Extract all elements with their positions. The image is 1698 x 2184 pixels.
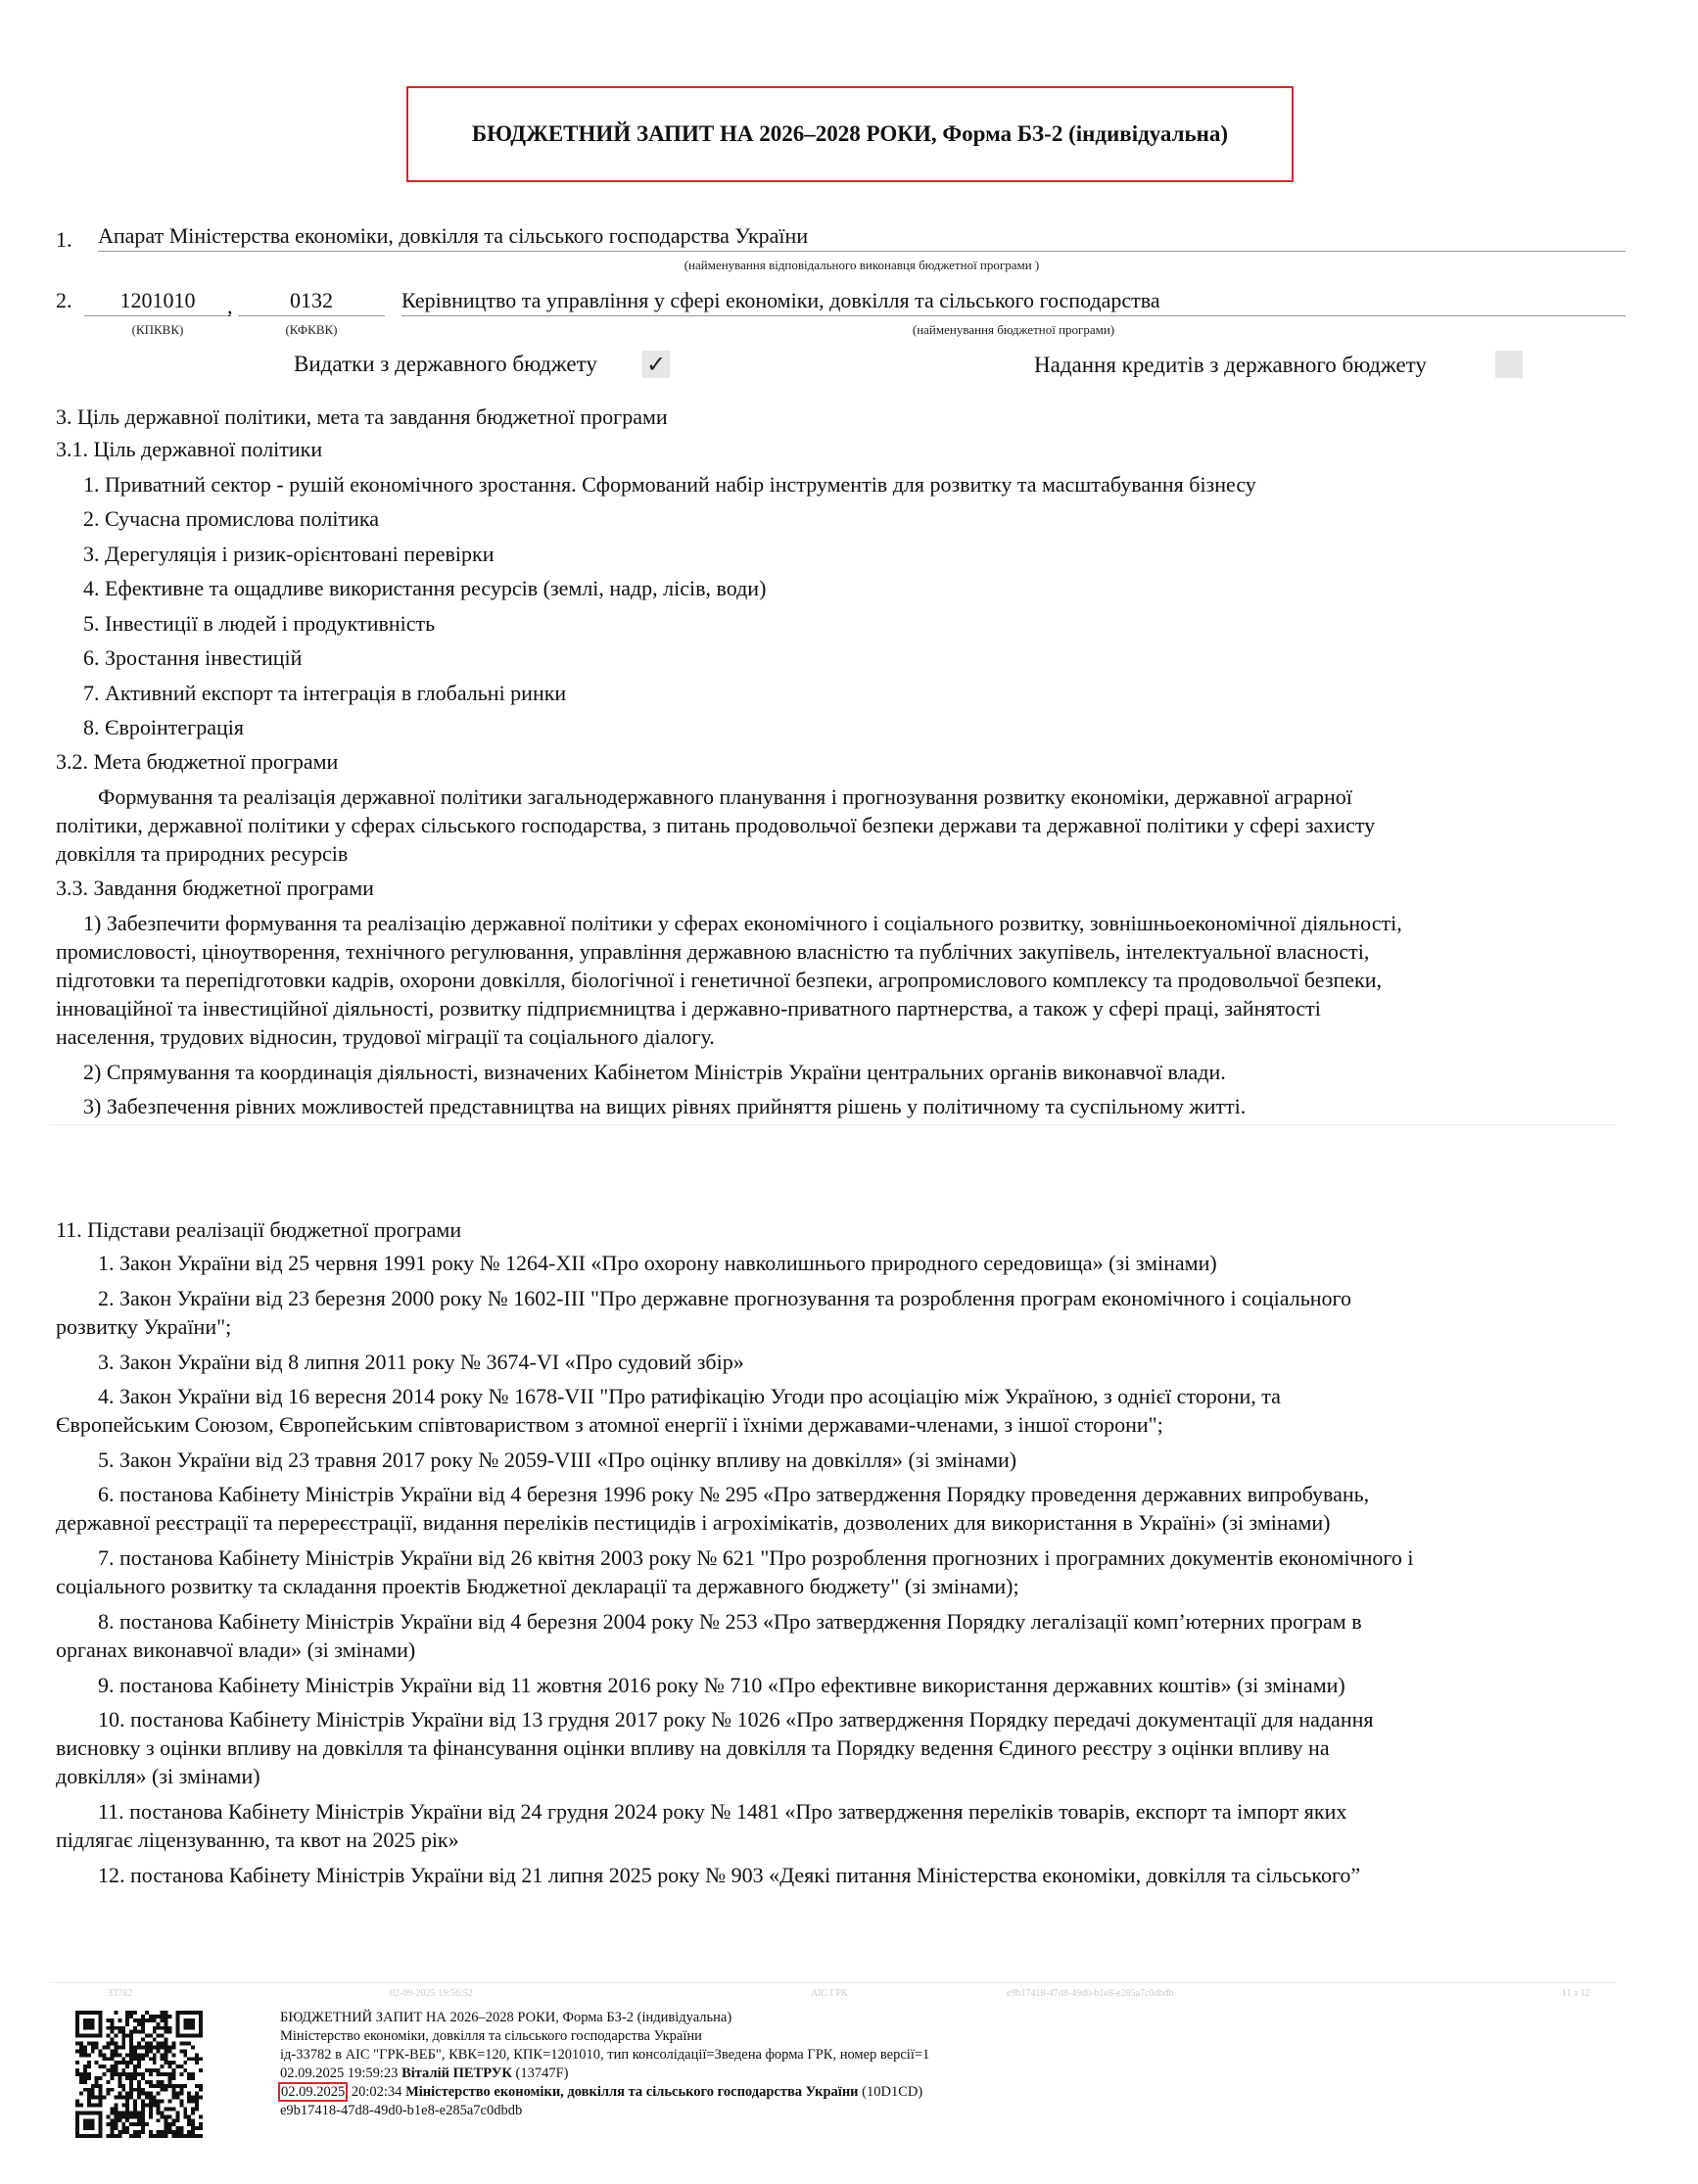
program-aim-heading: 3.2. Мета бюджетної програми xyxy=(56,749,339,774)
qr-code xyxy=(75,2011,203,2138)
state-budget-checkbox[interactable] xyxy=(642,351,670,378)
goal-item: 8. Євроінтеграція xyxy=(83,715,244,739)
legal-basis-line: 7. постанова Кабінету Міністрів України від 26 квітня 2003 року № 621 "Про розроблення прогнозних і програмних документів економічного і xyxy=(98,1545,1414,1570)
section-divider xyxy=(49,1124,1616,1125)
footer-doc-title: БЮДЖЕТНИЙ ЗАПИТ НА 2026–2028 РОКИ, Форма БЗ-2 (індивідуальна) xyxy=(280,2010,732,2025)
task-1-line: 1) Забезпечити формування та реалізацію державної політики у сферах економічного і соціального розвитку, зовнішньоекономічної діяльності, xyxy=(83,911,1402,935)
goal-item: 4. Ефективне та ощадливе використання ресурсів (землі, надр, лісів, води) xyxy=(83,576,767,600)
legal-basis-line: Європейським Союзом, Європейським співтовариством з атомної енергії і їхніми державами-членами, з іншої сторони"; xyxy=(56,1412,1163,1437)
legal-basis-line: соціального розвитку та складання проектів Бюджетної декларації та державного бюджету" (зі змінами); xyxy=(56,1574,1019,1598)
task-1-line: підготовки та перепідготовки кадрів, охорони довкілля, біологічної і генетичної безпеки, агропромислового комплексу та продовольчої безпеки, xyxy=(56,968,1383,992)
section-1-number: 1. xyxy=(56,227,72,252)
task-2: 2) Спрямування та координація діяльності, визначених Кабінетом Міністрів України центральних органів виконавчої влади. xyxy=(83,1060,1226,1084)
signature-2 xyxy=(278,2083,922,2102)
task-1-line: промисловості, ціноутворення, технічного регулювання, управління державною власністю та публічних закупівель, інтелектуальної власності, xyxy=(56,939,1370,964)
credits-label: Надання кредитів з державного бюджету xyxy=(1034,353,1427,377)
legal-basis-line: органах виконавчої влади» (зі змінами) xyxy=(56,1638,416,1662)
task-1-line: населення, трудових відносин, трудової міграції та соціального діалогу. xyxy=(56,1024,715,1049)
legal-basis-line: 8. постанова Кабінету Міністрів України від 4 березня 2004 року № 253 «Про затвердження Порядку легалізації комп’ютерних програм в xyxy=(98,1609,1362,1634)
goal-item: 2. Сучасна промислова політика xyxy=(83,506,379,531)
legal-basis-line: 10. постанова Кабінету Міністрів України від 13 грудня 2017 року № 1026 «Про затвердження Порядку передачі документації для надання xyxy=(98,1707,1374,1732)
legal-basis-line: 11. постанова Кабінету Міністрів України від 24 грудня 2024 року № 1481 «Про затвердження переліків товарів, експорт та імпорт яких xyxy=(98,1799,1347,1824)
legal-basis-line: підлягає ліцензуванню, та квот на 2025 рік» xyxy=(56,1828,459,1852)
state-budget-label: Видатки з державного бюджету xyxy=(294,352,597,376)
program-aim-line: Формування та реалізація державної політики загальнодержавного планування і прогнозування розвитку економіки, державної аграрної xyxy=(98,784,1352,809)
kfkvk-field: 0132 xyxy=(238,288,385,316)
legal-basis-line: розвитку України"; xyxy=(56,1314,232,1339)
policy-goal-heading: 3.1. Ціль державної політики xyxy=(56,437,323,461)
checkmark-icon: ✓ xyxy=(645,352,667,378)
signature-2-code: (10D1CD) xyxy=(862,2084,923,2100)
footer-hash: e9b17418-47d8-49d0-b1e8-e285a7c0dbdb xyxy=(1007,1988,1174,1999)
goal-item: 6. Зростання інвестицій xyxy=(83,645,303,670)
code-separator: , xyxy=(227,294,233,318)
footer-page-number: 11 з 12 xyxy=(1562,1988,1590,1999)
legal-basis-line: 4. Закон України від 16 вересня 2014 року № 1678-VII "Про ратифікацію Угоди про асоціацію між Україною, з однієї сторони, та xyxy=(98,1384,1281,1408)
kpkvk-field: 1201010 xyxy=(84,288,231,316)
legal-basis-line: 5. Закон України від 23 травня 2017 року № 2059-VIII «Про оцінку впливу на довкілля» (зі змінами) xyxy=(98,1448,1017,1472)
section-11-heading: 11. Підстави реалізації бюджетної програми xyxy=(56,1217,462,1242)
kpkvk-caption: (КПКВК) xyxy=(131,322,184,337)
legal-basis-line: висновку з оцінки впливу на довкілля та фінансування оцінки впливу на довкілля та Порядку ведення Єдиного реєстру з оцінки впливу на xyxy=(56,1735,1330,1760)
goal-item: 7. Активний експорт та інтеграція в глобальні ринки xyxy=(83,681,567,705)
program-tasks-heading: 3.3. Завдання бюджетної програми xyxy=(56,876,374,900)
section-3-heading: 3. Ціль державної політики, мета та завдання бюджетної програми xyxy=(56,404,668,429)
footer-hash-full: e9b17418-47d8-49d0-b1e8-e285a7c0dbdb xyxy=(280,2103,523,2118)
legal-basis-line: 3. Закон України від 8 липня 2011 року № 3674-VI «Про судовий збір» xyxy=(98,1350,744,1374)
legal-basis-line: 1. Закон України від 25 червня 1991 року № 1264-XII «Про охорону навколишнього природного середовища» (зі змінами) xyxy=(98,1251,1217,1275)
footer-timestamp: 02-09-2025 19:56:52 xyxy=(390,1988,473,1999)
signature-1-time: 02.09.2025 19:59:23 xyxy=(280,2065,399,2081)
signature-2-org: Міністерство економіки, довкілля та сільського господарства України xyxy=(405,2084,859,2100)
task-3: 3) Забезпечення рівних можливостей представництва на вищих рівнях прийняття рішень у політичному та суспільному житті. xyxy=(83,1094,1247,1118)
footer-system: АІС ГРК xyxy=(811,1988,848,1999)
signature-2-time: 20:02:34 xyxy=(351,2084,402,2100)
document-title: БЮДЖЕТНИЙ ЗАПИТ НА 2026–2028 РОКИ, Форма БЗ-2 (індивідуальна) xyxy=(406,86,1294,182)
signature-1 xyxy=(280,2065,568,2083)
legal-basis-line: 9. постанова Кабінету Міністрів України від 11 жовтня 2016 року № 710 «Про ефективне використання державних коштів» (зі змінами) xyxy=(98,1673,1345,1697)
task-1-line: інноваційної та інвестиційної діяльності, розвитку підприємництва і державно-приватного партнерства, а також у сфері праці, зайнятості xyxy=(56,996,1321,1021)
signature-2-date: 02.09.2025 xyxy=(278,2082,348,2102)
goal-item: 5. Інвестиції в людей і продуктивність xyxy=(83,611,436,636)
footer-doc-id: 33782 xyxy=(108,1988,132,1999)
program-name-caption: (найменування бюджетної програми) xyxy=(912,322,1115,337)
legal-basis-line: 2. Закон України від 23 березня 2000 року № 1602-III "Про державне прогнозування та розроблення програм економічного і соціального xyxy=(98,1286,1351,1310)
footer-consolidation-info: ід-33782 в АІС "ГРК-ВЕБ", КВК=120, КПК=1201010, тип консолідації=Зведена форма ГРК, номер версії=1 xyxy=(280,2047,930,2063)
legal-basis-line: довкілля» (зі змінами) xyxy=(56,1764,260,1788)
program-aim-line: довкілля та природних ресурсів xyxy=(56,841,349,866)
legal-basis-line: державної реєстрації та перереєстрації, видання переліків пестицидів і агрохімікатів, дозволених для використання в Україні» (зі змінами) xyxy=(56,1510,1331,1535)
program-aim-line: політики, державної політики у сферах сільського господарства, з питань продовольчої безпеки держави та державної політики у сфері захисту xyxy=(56,813,1376,837)
credits-checkbox[interactable] xyxy=(1495,351,1523,378)
responsible-executor-field: Апарат Міністерства економіки, довкілля та сільського господарства України xyxy=(98,223,1626,252)
signature-1-code: (13747F) xyxy=(515,2065,569,2081)
kfkvk-caption: (КФКВК) xyxy=(285,322,338,337)
section-2-number: 2. xyxy=(56,288,72,312)
signature-1-name: Віталій ПЕТРУК xyxy=(401,2065,512,2081)
goal-item: 1. Приватний сектор - рушій економічного зростання. Сформований набір інструментів для розвитку та масштабування бізнесу xyxy=(83,472,1256,497)
footer-ministry: Міністерство економіки, довкілля та сільського господарства України xyxy=(280,2028,702,2044)
legal-basis-line: 6. постанова Кабінету Міністрів України від 4 березня 1996 року № 295 «Про затвердження Порядку проведення державних випробувань, xyxy=(98,1482,1370,1506)
footer-divider xyxy=(49,1982,1616,1983)
legal-basis-line: 12. постанова Кабінету Міністрів України від 21 липня 2025 року № 903 «Деякі питання Міністерства економіки, довкілля та сільського” xyxy=(98,1863,1361,1887)
goal-item: 3. Дерегуляція і ризик-орієнтовані перевірки xyxy=(83,542,495,566)
responsible-executor-caption: (найменування відповідального виконавця бюджетної програми ) xyxy=(684,258,1040,272)
program-name-field: Керівництво та управління у сфері економіки, довкілля та сільського господарства xyxy=(401,288,1626,316)
